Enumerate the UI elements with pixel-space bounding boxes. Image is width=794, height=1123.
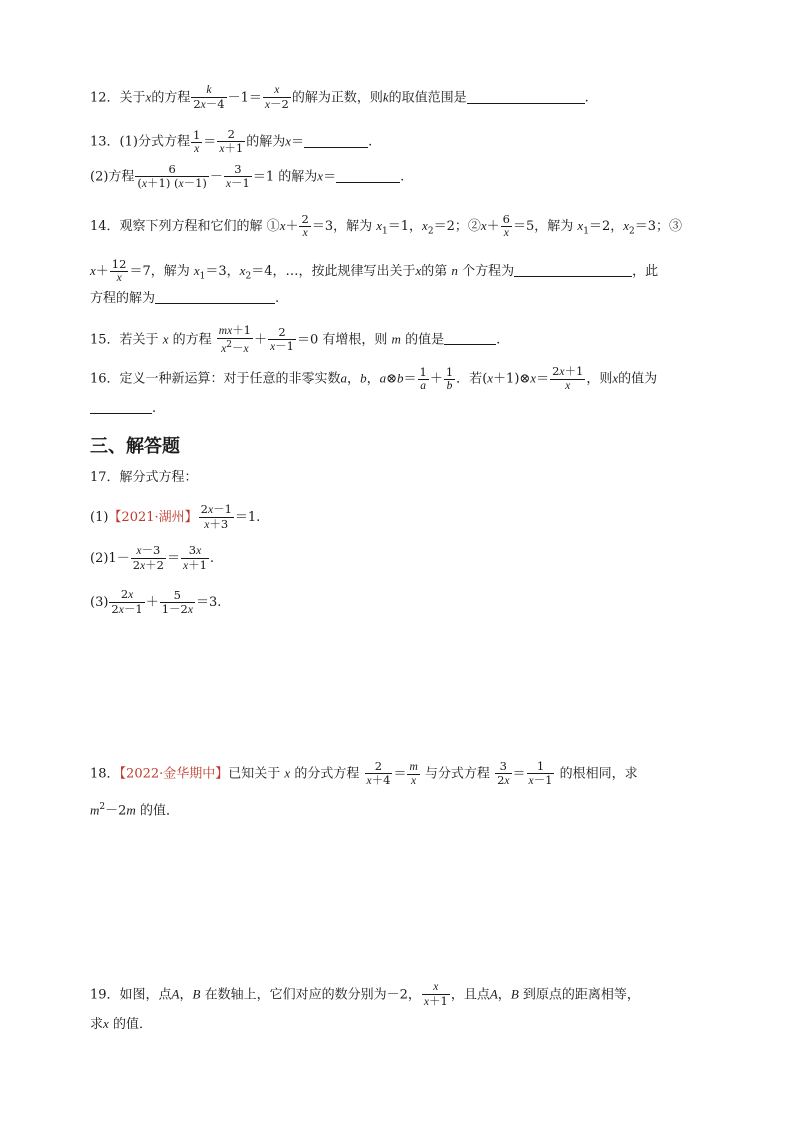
question-16: 16．定义一种新运算：对于任意的非零实数a，b，a⊗b＝ $\frac{1}{a}$ ＋ $\frac{1}{b}$ ．若(x＋1)⊗x＝ $\frac{2x+1}{x}$ ，则x的值为 xyxy=(90,364,658,392)
question-14-line2: x＋ $\frac{12}{x}$ ＝7，解为 $x_1=3$，$x_2=4$，…，按此规律写出关于x的第 n 个方程为 ，此 xyxy=(90,257,659,284)
answer-blank[interactable] xyxy=(444,330,496,345)
fraction: $\frac{3}{2x}$ xyxy=(497,759,510,787)
question-18-line2: $m^2-2m$ 的值． xyxy=(90,802,179,819)
answer-blank[interactable] xyxy=(304,133,368,148)
q12-text: 的方程 xyxy=(151,90,191,106)
fraction: $\frac{2}{x+4}$ xyxy=(366,759,391,787)
fraction: $\frac{1}{x-1}$ xyxy=(528,759,553,787)
fraction: $\frac{5}{1-2x}$ xyxy=(161,587,193,616)
answer-blank[interactable] xyxy=(90,399,152,414)
answer-blank[interactable] xyxy=(514,262,632,277)
fraction: $\frac{3x}{x+1}$ xyxy=(182,543,207,572)
section-heading: 三、解答题 xyxy=(90,436,180,457)
source-tag: 【2021·湖州】 xyxy=(108,510,198,525)
fraction: $\frac{2x}{2x-1}$ xyxy=(111,587,143,616)
fraction: $\frac{2x+1}{x}$ xyxy=(552,364,584,392)
question-14: 14．观察下列方程和它们的解 ①x＋ $\frac{2}{x}$ ＝3，解为 $x_1=1$，$x_2=2$；②x＋ $\frac{6}{x}$ ＝5，解为 $x_1=2$，$x_2=3$；③ xyxy=(90,212,683,239)
question-17-1: (1)【2021·湖州】 $\frac{2x-1}{x+3}$ ＝1. xyxy=(90,502,261,531)
fraction: $\frac{3}{x-1}$ xyxy=(225,162,250,190)
question-19: 19．如图，点A，B 在数轴上，它们对应的数分别为－2， $\frac{x}{x+1}$ ，且点A，B 到原点的距离相等， xyxy=(90,981,640,1008)
answer-blank[interactable] xyxy=(155,289,275,304)
question-13-1: 13．(1)分式方程 $\frac{1}{x}$ ＝ $\frac{2}{x+1}$ 的解为x＝ . xyxy=(90,127,373,155)
fraction: $\frac{2}{x-1}$ xyxy=(270,324,294,353)
question-12: 12．关于x的方程 $\frac{k}{2x-4}$ －1＝ $\frac{x}{x-2}$ 的解为正数，则k的取值范围是 . xyxy=(90,84,589,111)
fraction: $\frac{1}{x}$ xyxy=(192,127,201,155)
fraction: $\frac{x}{x-2}$ xyxy=(264,84,289,111)
answer-blank[interactable] xyxy=(467,89,585,104)
fraction: $\frac{k}{2x-4}$ xyxy=(193,84,225,111)
fraction: $\frac{6}{(x+1) (x-1)}$ xyxy=(137,162,207,190)
fraction: $\frac{2x-1}{x+3}$ xyxy=(200,502,232,531)
answer-blank[interactable] xyxy=(336,168,400,183)
fraction: $\frac{x-3}{2x+2}$ xyxy=(132,543,164,572)
fraction: $\frac{6}{x}$ xyxy=(502,212,510,239)
fraction: $\frac{mx+1}{x^2-x}$ xyxy=(218,323,252,355)
fraction: $\frac{m}{x}$ xyxy=(409,760,418,787)
question-14-line3: 方程的解为 . xyxy=(90,291,280,306)
q12-text-3: 的取值范围是 xyxy=(388,90,467,106)
fraction: $\frac{12}{x}$ xyxy=(111,257,127,284)
question-15: 15．若关于 x 的方程 $\frac{mx+1}{x^2-x}$ ＋ $\frac{2}{x-1}$ ＝0 有增根，则 m 的值是 . xyxy=(90,323,501,355)
fraction: $\frac{1}{b}$ xyxy=(445,364,454,392)
source-tag: 【2022·金华期中】 xyxy=(119,766,229,782)
question-17-2: (2)1－ $\frac{x-3}{2x+2}$ ＝ $\frac{3x}{x+1}$ . xyxy=(90,543,215,572)
fraction: $\frac{1}{a}$ xyxy=(419,364,427,392)
question-13-2: (2)方程 $\frac{6}{(x+1) (x-1)}$ － $\frac{3}{x-1}$ ＝1 的解为x＝ . xyxy=(90,162,405,190)
q12-lead: 12．关于 xyxy=(90,90,146,106)
fraction: $\frac{2}{x}$ xyxy=(301,212,309,239)
question-17: 17．解分式方程： xyxy=(90,470,198,485)
question-16-line2: . xyxy=(90,399,156,418)
question-18: 18．【2022·金华期中】已知关于 x 的分式方程 $\frac{2}{x+4}$ ＝ $\frac{m}{x}$ 与分式方程 $\frac{3}{2x}$ ＝ $\frac{1}{x-1}$ 的根相同，求 xyxy=(90,759,638,787)
fraction: $\frac{2}{x+1}$ xyxy=(219,127,244,155)
question-19-line2: 求x 的值． xyxy=(90,1016,152,1032)
fraction: $\frac{x}{x+1}$ xyxy=(423,981,448,1008)
question-17-3: (3) $\frac{2x}{2x-1}$ ＋ $\frac{5}{1-2x}$ ＝3. xyxy=(90,587,222,616)
q12-text-2: 的解为正数，则 xyxy=(291,90,383,106)
